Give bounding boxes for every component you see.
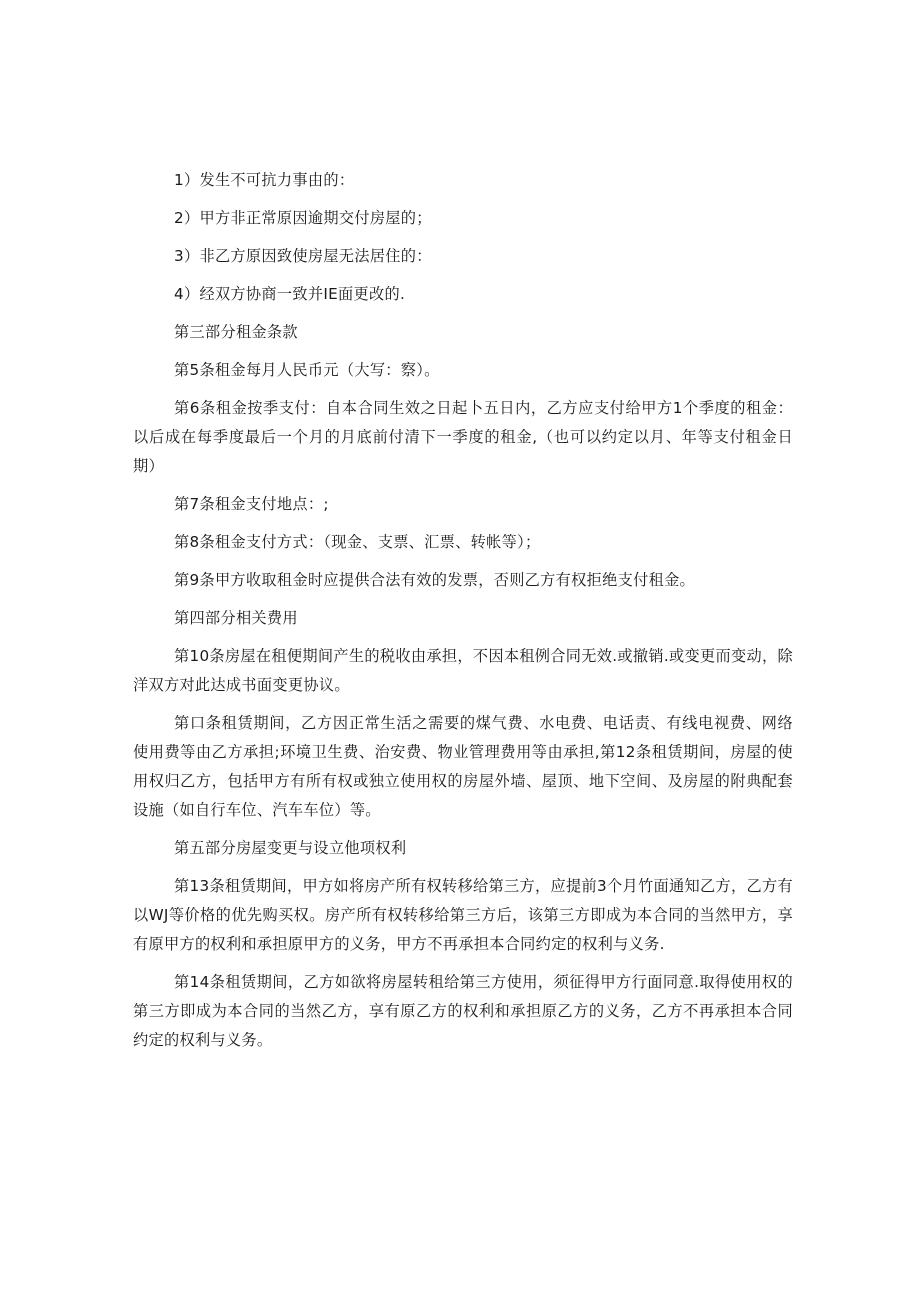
clause-9: 第9条甲方收取租金时应提供合法有效的发票，否则乙方有权拒绝支付租金。 [174,571,696,589]
list-item-mutual-agreement: 4）经双方协商一致并IE面更改的. [174,285,406,303]
clause-11-12: 第口条租赁期间，乙方因正常生活之需要的煤气费、水电费、电话责、有线电视费、网络使用费等由乙方承担;环境卫生费、治安费、物业管理费用等由承担,第12条租赁期间，房屋的使用权归乙方，包括甲方有所有权或独立使用权的房屋外墙、屋顶、地下空间、及房屋的附典配套设施（如自行车位、汽车车位）等。 [133,714,793,819]
clause-13: 第13条租赁期间，甲方如将房产所有权转移给第三方，应提前3个月竹面通知乙方，乙方有以WJ等价格的优先购买权。房产所有权转移给第三方后，该第三方即成为本合同的当然甲方，享有原甲方的权利和承担原甲方的义务，甲方不再承担本合同约定的权利与义务. [133,877,793,953]
document-body [133,166,793,1064]
list-item-late-delivery: 2）甲方非正常原因逾期交付房屋的； [174,209,432,227]
list-item-force-majeure: 1）发生不可抗力事由的： [174,171,355,189]
section-heading-changes: 第五部分房屋变更与设立他项权利 [174,839,407,857]
clause-6: 第6条租金按季支付：自本合同生效之日起卜五日内，乙方应支付给甲方1个季度的租金：以后成在每季度最后一个月的月底前付清下一季度的租金,（也可以约定以月、年等支付租金日期） [133,399,793,475]
clause-5: 第5条租金每月人民币元（大写：察）。 [174,361,440,379]
section-heading-rent: 第三部分租金条款 [174,323,298,341]
clause-14: 第14条租赁期间，乙方如欲将房屋转租给第三方使用，须征得甲方行面同意.取得使用权的第三方即成为本合同的当然乙方，享有原乙方的权利和承担原乙方的义务，乙方不再承担本合同约定的权利与义务。 [133,973,793,1049]
clause-8: 第8条租金支付方式：（现金、支票、汇票、转帐等）； [174,533,541,551]
clause-7: 第7条租金支付地点：; [174,495,329,513]
list-item-uninhabitable: 3）非乙方原因致使房屋无法居住的： [174,247,432,265]
section-heading-fees: 第四部分相关费用 [174,609,298,627]
clause-10: 第10条房屋在租便期间产生的税收由承担，不因本租例合同无效.或撤销.或变更而变动，除洋双方对此达成书面变更协议。 [133,647,793,694]
